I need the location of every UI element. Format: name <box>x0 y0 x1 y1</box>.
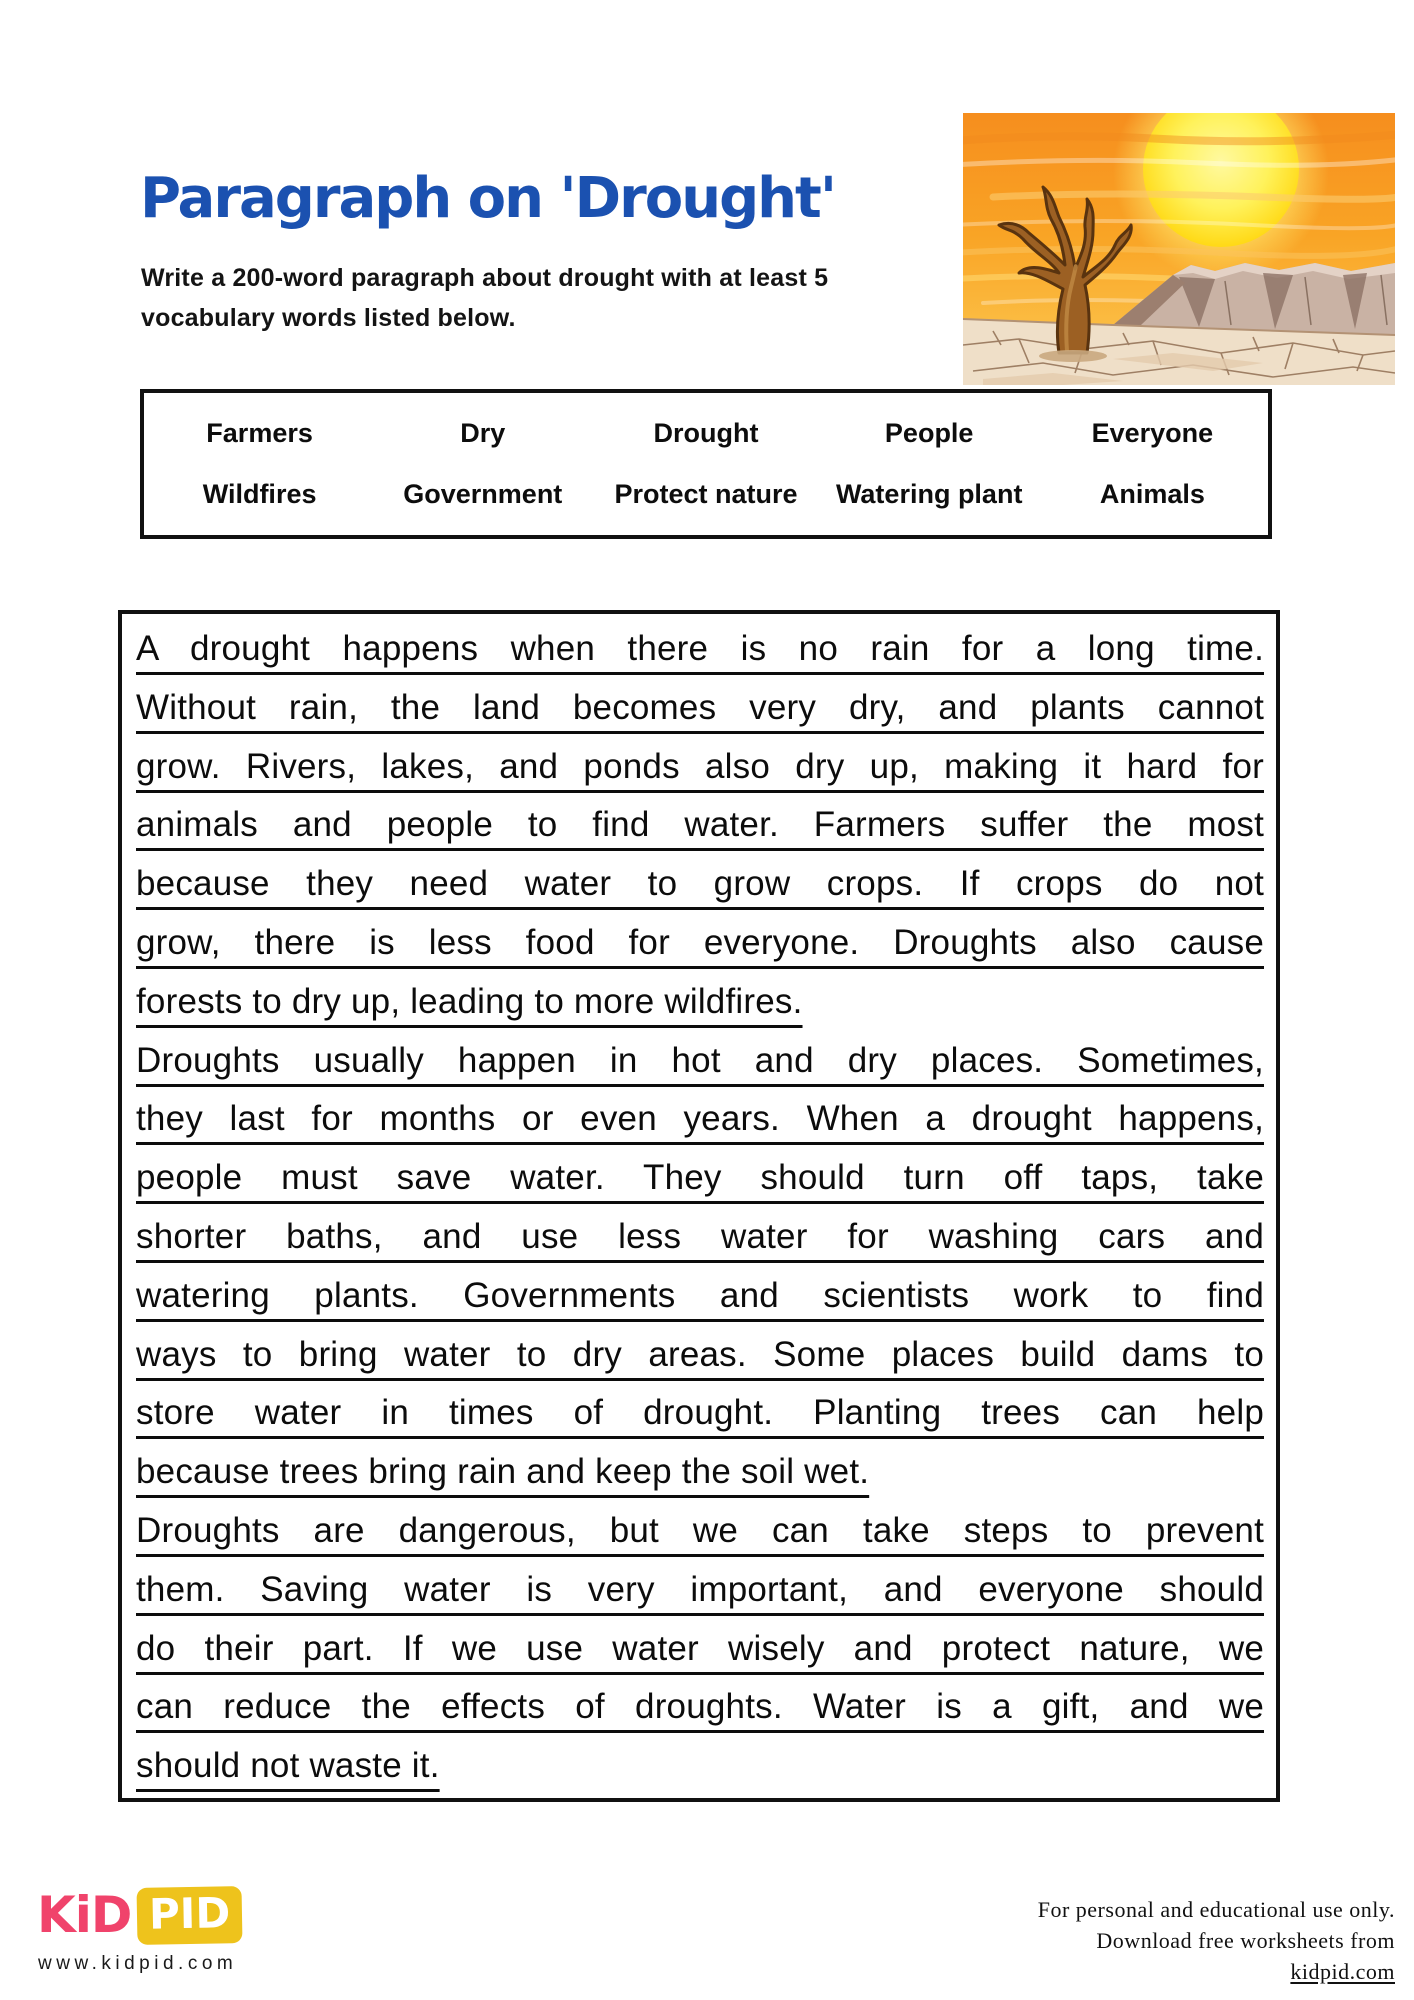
vocab-word-wildfires: Wildfires <box>202 479 317 509</box>
essay-line: watering plants. Governments and scientists work to find <box>136 1275 1264 1315</box>
page-title: Paragraph on 'Drought' <box>140 166 835 231</box>
essay-line: grow. Rivers, lakes, and ponds also dry up, making it hard for <box>136 746 1264 786</box>
usage-note-line-2 <box>1038 1925 1395 1987</box>
website-url: www.kidpid.com <box>38 1953 238 1974</box>
essay-line: store water in times of drought. Planting trees can help <box>136 1393 1264 1433</box>
vocab-word-dry: Dry <box>460 418 506 448</box>
instruction-line-1: Write a 200-word paragraph about drought with at least 5 <box>141 264 829 292</box>
essay-line: shorter baths, and use less water for washing cars and <box>136 1216 1264 1256</box>
essay-line: they last for months or even years. When a drought happens, <box>136 1099 1264 1139</box>
essay-line: because trees bring rain and keep the soil wet. <box>136 1452 870 1492</box>
instruction-line-2: vocabulary words listed below. <box>141 304 516 332</box>
logo-kid-text: KiD <box>37 1886 132 1944</box>
vocab-word-drought: Drought <box>653 418 759 448</box>
vocabulary-box <box>140 389 1272 539</box>
essay-line: Droughts are dangerous, but we can take steps to prevent <box>136 1510 1264 1550</box>
kidpid-link[interactable]: kidpid.com <box>1290 1959 1395 1984</box>
vocab-word-protect-nature: Protect nature <box>614 479 798 509</box>
essay-line: Without rain, the land becomes very dry, and plants cannot <box>136 687 1264 727</box>
essay-line: should not waste it. <box>136 1746 440 1786</box>
essay-line: grow, there is less food for everyone. Droughts also cause <box>136 922 1264 962</box>
usage-note-line-2-prefix: Download free worksheets from <box>1096 1928 1395 1953</box>
essay-box <box>118 610 1280 1802</box>
vocab-word-people: People <box>884 418 974 448</box>
vocab-word-watering-plant: Watering plant <box>835 479 1023 509</box>
essay-line: forests to dry up, leading to more wildfires. <box>136 981 803 1021</box>
kidpid-logo <box>37 1886 243 1944</box>
essay-line: ways to bring water to dry areas. Some places build dams to <box>136 1334 1264 1374</box>
essay-line: can reduce the effects of droughts. Water is a gift, and we <box>136 1687 1264 1727</box>
instruction-text <box>141 258 828 338</box>
essay-line: Droughts usually happen in hot and dry places. Sometimes, <box>136 1040 1264 1080</box>
essay-line: them. Saving water is very important, and everyone should <box>136 1569 1264 1609</box>
vocab-word-government: Government <box>403 479 563 509</box>
vocab-word-animals: Animals <box>1099 479 1205 509</box>
essay-line: people must save water. They should turn off taps, take <box>136 1158 1264 1198</box>
vocab-word-farmers: Farmers <box>206 418 313 448</box>
essay-line: A drought happens when there is no rain for a long time. <box>136 629 1264 668</box>
essay-line: do their part. If we use water wisely and protect nature, we <box>136 1628 1264 1668</box>
usage-note <box>1038 1894 1395 1987</box>
vocab-word-everyone: Everyone <box>1091 418 1214 448</box>
usage-note-line-1: For personal and educational use only. <box>1037 1897 1395 1922</box>
essay-line: because they need water to grow crops. If crops do not <box>136 864 1264 904</box>
essay-line: animals and people to find water. Farmers suffer the most <box>136 805 1264 845</box>
logo-pid-badge: PID <box>137 1886 243 1945</box>
drought-illustration <box>963 113 1395 385</box>
